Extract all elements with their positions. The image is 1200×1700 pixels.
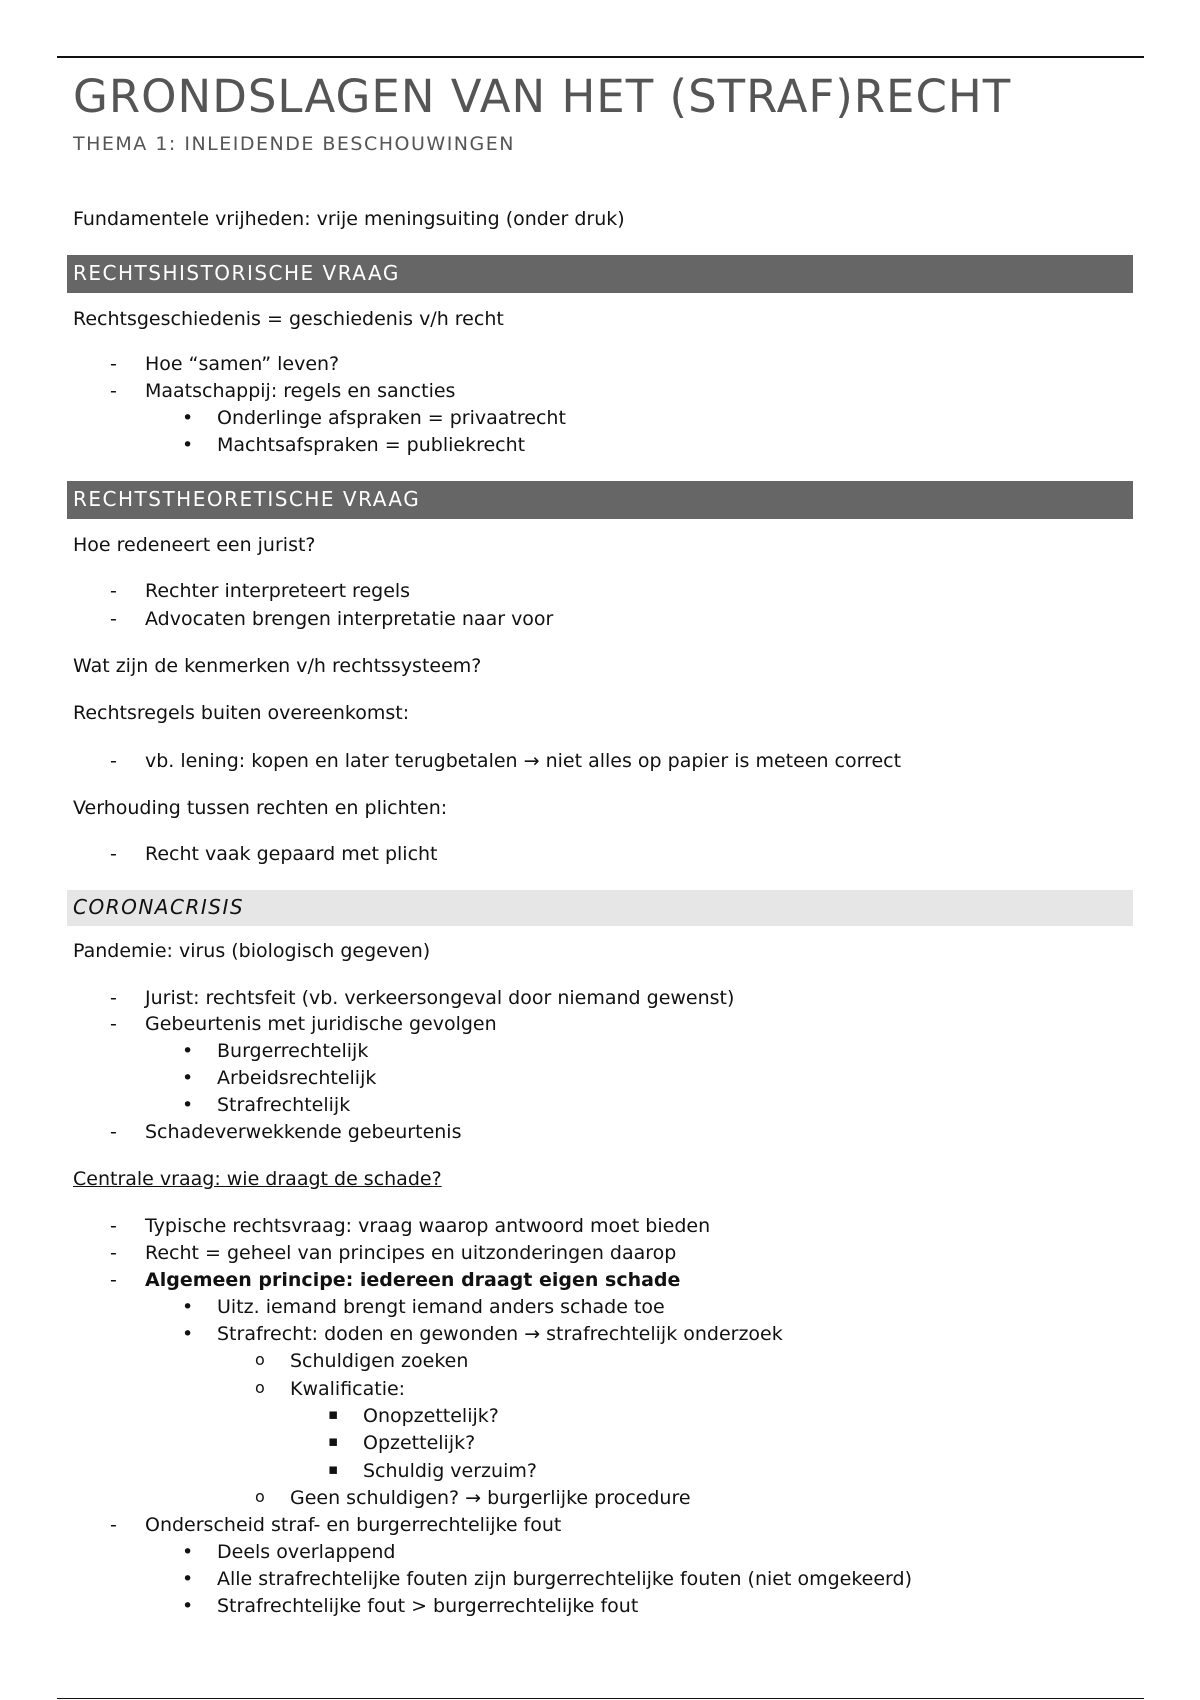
paragraph: Wat zijn de kenmerken v/h rechtssysteem? (73, 655, 482, 677)
dash-marker: - (110, 580, 117, 602)
list-item-text: Strafrechtelijke fout > burgerrechtelijke fout (217, 1595, 639, 1617)
list-item-text: Strafrecht: doden en gewonden → strafrechtelijk onderzoek (217, 1323, 783, 1345)
list-item-text: Onderscheid straf- en burgerrechtelijke fout (145, 1514, 562, 1536)
list-item-text: Typische rechtsvraag: vraag waarop antwoord moet bieden (145, 1215, 711, 1237)
bullet-marker: • (182, 1067, 194, 1089)
list-item-text: Geen schuldigen? → burgerlijke procedure (290, 1487, 691, 1509)
bullet-marker: • (182, 1595, 194, 1617)
bullet-marker: • (182, 1541, 194, 1563)
dash-marker: - (110, 843, 117, 865)
list-item (110, 1013, 497, 1035)
list-item-text: Schuldig verzuim? (363, 1460, 537, 1482)
list-item (182, 1067, 377, 1089)
list-item (110, 1242, 677, 1264)
list-item-text: Advocaten brengen interpretatie naar voor (145, 608, 554, 630)
list-item-text: Strafrechtelijk (217, 1094, 351, 1116)
list-item (328, 1432, 476, 1454)
list-item-text: Recht vaak gepaard met plicht (145, 843, 438, 865)
list-item (110, 1514, 562, 1536)
square-marker: ▪ (328, 1432, 339, 1450)
list-item-text: Gebeurtenis met juridische gevolgen (145, 1013, 497, 1035)
dash-marker: - (110, 608, 117, 630)
list-item-text: Hoe “samen” leven? (145, 353, 340, 375)
list-item-text-bold: Algemeen principe: iedereen draagt eigen schade (145, 1269, 681, 1291)
dash-marker: - (110, 353, 117, 375)
dash-marker: - (110, 1013, 117, 1035)
list-item-text: Maatschappij: regels en sancties (145, 380, 456, 402)
list-item (110, 750, 902, 772)
circle-marker: o (255, 1350, 265, 1369)
list-item (110, 1215, 711, 1237)
list-item (110, 1121, 462, 1143)
list-item (182, 1296, 665, 1318)
paragraph: Rechtsgeschiedenis = geschiedenis v/h recht (73, 308, 504, 330)
list-item (182, 434, 526, 456)
section-heading-rechtstheoretisch: RECHTSTHEORETISCHE VRAAG (67, 481, 1133, 519)
list-item (182, 1040, 369, 1062)
list-item-text: Opzettelijk? (363, 1432, 476, 1454)
list-item (110, 843, 438, 865)
list-item (255, 1350, 469, 1372)
square-marker: ▪ (328, 1460, 339, 1478)
list-item (182, 407, 566, 429)
intro-paragraph: Fundamentele vrijheden: vrije meningsuiting (onder druk) (73, 208, 625, 230)
circle-marker: o (255, 1487, 265, 1506)
document-subtitle: THEMA 1: INLEIDENDE BESCHOUWINGEN (73, 133, 515, 155)
list-item-text: Recht = geheel van principes en uitzonderingen daarop (145, 1242, 677, 1264)
dash-marker: - (110, 1514, 117, 1536)
list-item (182, 1323, 783, 1345)
paragraph: Rechtsregels buiten overeenkomst: (73, 702, 410, 724)
list-item (182, 1595, 639, 1617)
bullet-marker: • (182, 434, 194, 456)
list-item (110, 353, 340, 375)
paragraph: Pandemie: virus (biologisch gegeven) (73, 940, 431, 962)
dash-marker: - (110, 1269, 117, 1291)
dash-marker: - (110, 987, 117, 1009)
dash-marker: - (110, 750, 117, 772)
list-item (110, 987, 735, 1009)
bullet-marker: • (182, 1323, 194, 1345)
list-item-text: Onopzettelijk? (363, 1405, 499, 1427)
list-item-text: Schadeverwekkende gebeurtenis (145, 1121, 462, 1143)
list-item-text: Schuldigen zoeken (290, 1350, 469, 1372)
bullet-marker: • (182, 1296, 194, 1318)
list-item-text: Jurist: rechtsfeit (vb. verkeersongeval door niemand gewenst) (145, 987, 735, 1009)
bullet-marker: • (182, 1094, 194, 1116)
bullet-marker: • (182, 1040, 194, 1062)
list-item (110, 380, 456, 402)
paragraph: Hoe redeneert een jurist? (73, 534, 316, 556)
list-item-text: Burgerrechtelijk (217, 1040, 369, 1062)
central-question: Centrale vraag: wie draagt de schade? (73, 1168, 442, 1190)
section-heading-rechtshistorisch: RECHTSHISTORISCHE VRAAG (67, 255, 1133, 293)
list-item (182, 1094, 351, 1116)
paragraph: Verhouding tussen rechten en plichten: (73, 797, 448, 819)
circle-marker: o (255, 1378, 265, 1397)
document-title: GRONDSLAGEN VAN HET (STRAF)RECHT (73, 70, 1012, 123)
dash-marker: - (110, 380, 117, 402)
dash-marker: - (110, 1215, 117, 1237)
list-item (255, 1487, 691, 1509)
list-item-text: Machtsafspraken = publiekrecht (217, 434, 526, 456)
list-item-text: Rechter interpreteert regels (145, 580, 411, 602)
list-item (328, 1460, 537, 1482)
square-marker: ▪ (328, 1405, 339, 1423)
section-heading-coronacrisis: CORONACRISIS (67, 890, 1133, 926)
list-item-text: Alle strafrechtelijke fouten zijn burgerrechtelijke fouten (niet omgekeerd) (217, 1568, 913, 1590)
list-item-text: Arbeidsrechtelijk (217, 1067, 377, 1089)
list-item (110, 580, 411, 602)
list-item (182, 1568, 913, 1590)
list-item-text: Deels overlappend (217, 1541, 396, 1563)
list-item (328, 1405, 499, 1427)
list-item-text: vb. lening: kopen en later terugbetalen → niet alles op papier is meteen correct (145, 750, 902, 772)
list-item (110, 1269, 681, 1291)
list-item (182, 1541, 396, 1563)
bottom-rule (57, 1698, 1144, 1699)
bullet-marker: • (182, 407, 194, 429)
dash-marker: - (110, 1242, 117, 1264)
list-item-text: Onderlinge afspraken = privaatrecht (217, 407, 566, 429)
list-item-text: Kwalificatie: (290, 1378, 406, 1400)
list-item (110, 608, 554, 630)
list-item-text: Uitz. iemand brengt iemand anders schade toe (217, 1296, 665, 1318)
top-rule (57, 56, 1144, 58)
bullet-marker: • (182, 1568, 194, 1590)
dash-marker: - (110, 1121, 117, 1143)
list-item (255, 1378, 406, 1400)
